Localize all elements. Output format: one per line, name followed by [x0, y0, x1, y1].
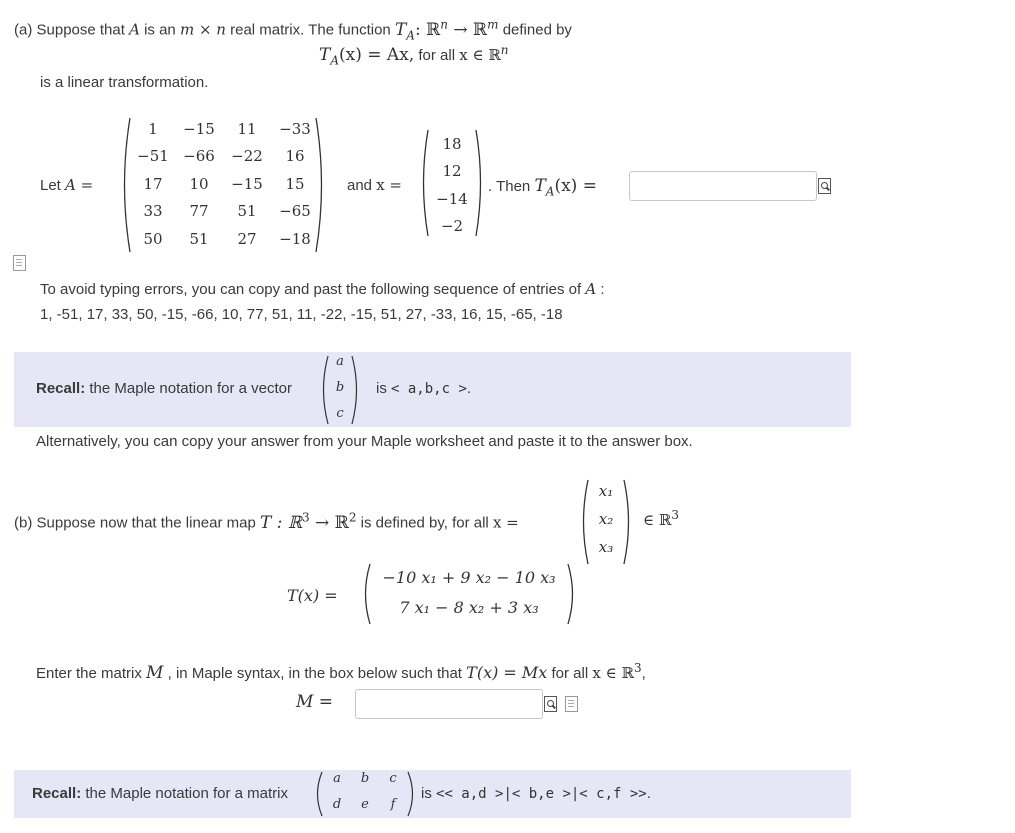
matrix-A-cell: 15	[285, 175, 305, 193]
left-paren-icon	[360, 562, 372, 626]
maple-matrix-code: << a,d >|< b,e >|< c,f >>	[436, 786, 647, 802]
matrix-A-cell: 33	[143, 202, 163, 220]
alternative-text: Alternatively, you can copy your answer from your Maple worksheet and paste it to the answer box.	[36, 433, 693, 450]
left-paren-icon	[418, 128, 430, 238]
enter-matrix-text: Enter the matrix M , in Maple syntax, in the box below such that T(x) = Mx for all x ∈ ℝ$^3$,	[36, 661, 646, 683]
answer-input-a[interactable]	[629, 171, 817, 201]
preview-icon[interactable]	[818, 178, 831, 194]
right-paren-icon	[622, 478, 634, 566]
left-paren-icon	[312, 770, 324, 818]
T-row-2: 7 x₁ − 8 x₂ + 3 x₃	[399, 598, 539, 617]
recall-matrix: a b c d e f	[312, 770, 422, 818]
matrix-A-cell: 51	[237, 202, 257, 220]
matrix-A-cell: 77	[189, 202, 209, 220]
matrix-A-cell: −18	[279, 230, 311, 248]
matrix-A-cell: −51	[137, 147, 169, 165]
document-icon[interactable]	[565, 696, 578, 712]
matrix-A-cell: −22	[231, 147, 263, 165]
matrix-A-cell: 11	[237, 120, 257, 138]
answer-input-b[interactable]	[355, 689, 543, 719]
right-paren-icon	[406, 770, 418, 818]
left-paren-icon	[118, 116, 132, 254]
right-paren-icon	[474, 128, 486, 238]
maple-vector-code: < a,b,c >	[391, 381, 467, 397]
vector-x-cell: −14	[436, 190, 468, 208]
right-paren-icon	[314, 116, 328, 254]
matrix-entries-sequence: 1, -51, 17, 33, 50, -15, -66, 10, 77, 51, 11, -22, -15, 51, 27, -33, 16, 15, -65, -18	[40, 306, 563, 323]
left-paren-icon	[318, 354, 330, 426]
recall-vector-box: Recall: the Maple notation for a vector a b c is < a,b,c >.	[14, 352, 851, 427]
preview-icon[interactable]	[544, 696, 557, 712]
M-label: M =	[296, 692, 334, 712]
linear-transformation-text: is a linear transformation.	[40, 74, 209, 91]
matrix-A-cell: 17	[143, 175, 163, 193]
matrix-A-cell: 50	[143, 230, 163, 248]
matrix-A-cell: 10	[189, 175, 209, 193]
in-R3: ∈ ℝ$^3$	[643, 508, 679, 529]
recall-vector: a b c	[318, 354, 362, 426]
right-paren-icon	[350, 354, 362, 426]
T-x-vector	[360, 562, 578, 626]
matrix-A-cell: 1	[148, 120, 158, 138]
and-x-label: and x =	[347, 176, 402, 194]
part-a-definition: $T_A(x) = Ax$, for all x ∈ ℝ$^n$	[319, 43, 509, 68]
vector-x	[418, 128, 486, 238]
recall-label: Recall:	[36, 380, 86, 397]
document-icon[interactable]	[13, 255, 26, 271]
matrix-A-cell: −15	[231, 175, 263, 193]
then-label: . Then $T_A(x)$ =	[488, 176, 597, 199]
matrix-A-cell: −33	[279, 120, 311, 138]
matrix-A-cell: 27	[237, 230, 257, 248]
vector-x-cell: 18	[442, 135, 462, 153]
matrix-A-cell: 51	[189, 230, 209, 248]
copy-hint: To avoid typing errors, you can copy and past the following sequence of entries of A :	[40, 280, 605, 298]
vector-x-cell: 12	[442, 162, 462, 180]
left-paren-icon	[578, 478, 590, 566]
T-x-label: T(x) =	[287, 586, 338, 605]
matrix-A	[118, 116, 328, 254]
vector-x-b: x₁ x₂ x₃	[578, 478, 634, 566]
vector-x-cell: −2	[440, 217, 464, 235]
let-A-label: Let A =	[40, 176, 94, 194]
recall-label: Recall:	[32, 785, 82, 802]
T-row-1: −10 x₁ + 9 x₂ − 10 x₃	[382, 568, 556, 587]
part-a-intro: (a) Suppose that A is an m × n real matrix. The function $T_A$: ℝ$^n$ → ℝ$^m$ defined by	[14, 17, 572, 43]
matrix-A-cell: −65	[279, 202, 311, 220]
right-paren-icon	[566, 562, 578, 626]
part-b-intro: (b) Suppose now that the linear map T : ℝ$^3$ → ℝ$^2$ is defined by, for all x =	[14, 510, 519, 533]
recall-matrix-box: Recall: the Maple notation for a matrix a b c d e f is << a,d >|< b,e >|< c,f >>.	[14, 770, 851, 818]
matrix-A-cell: 16	[285, 147, 305, 165]
matrix-A-cell: −15	[183, 120, 215, 138]
matrix-A-cell: −66	[183, 147, 215, 165]
